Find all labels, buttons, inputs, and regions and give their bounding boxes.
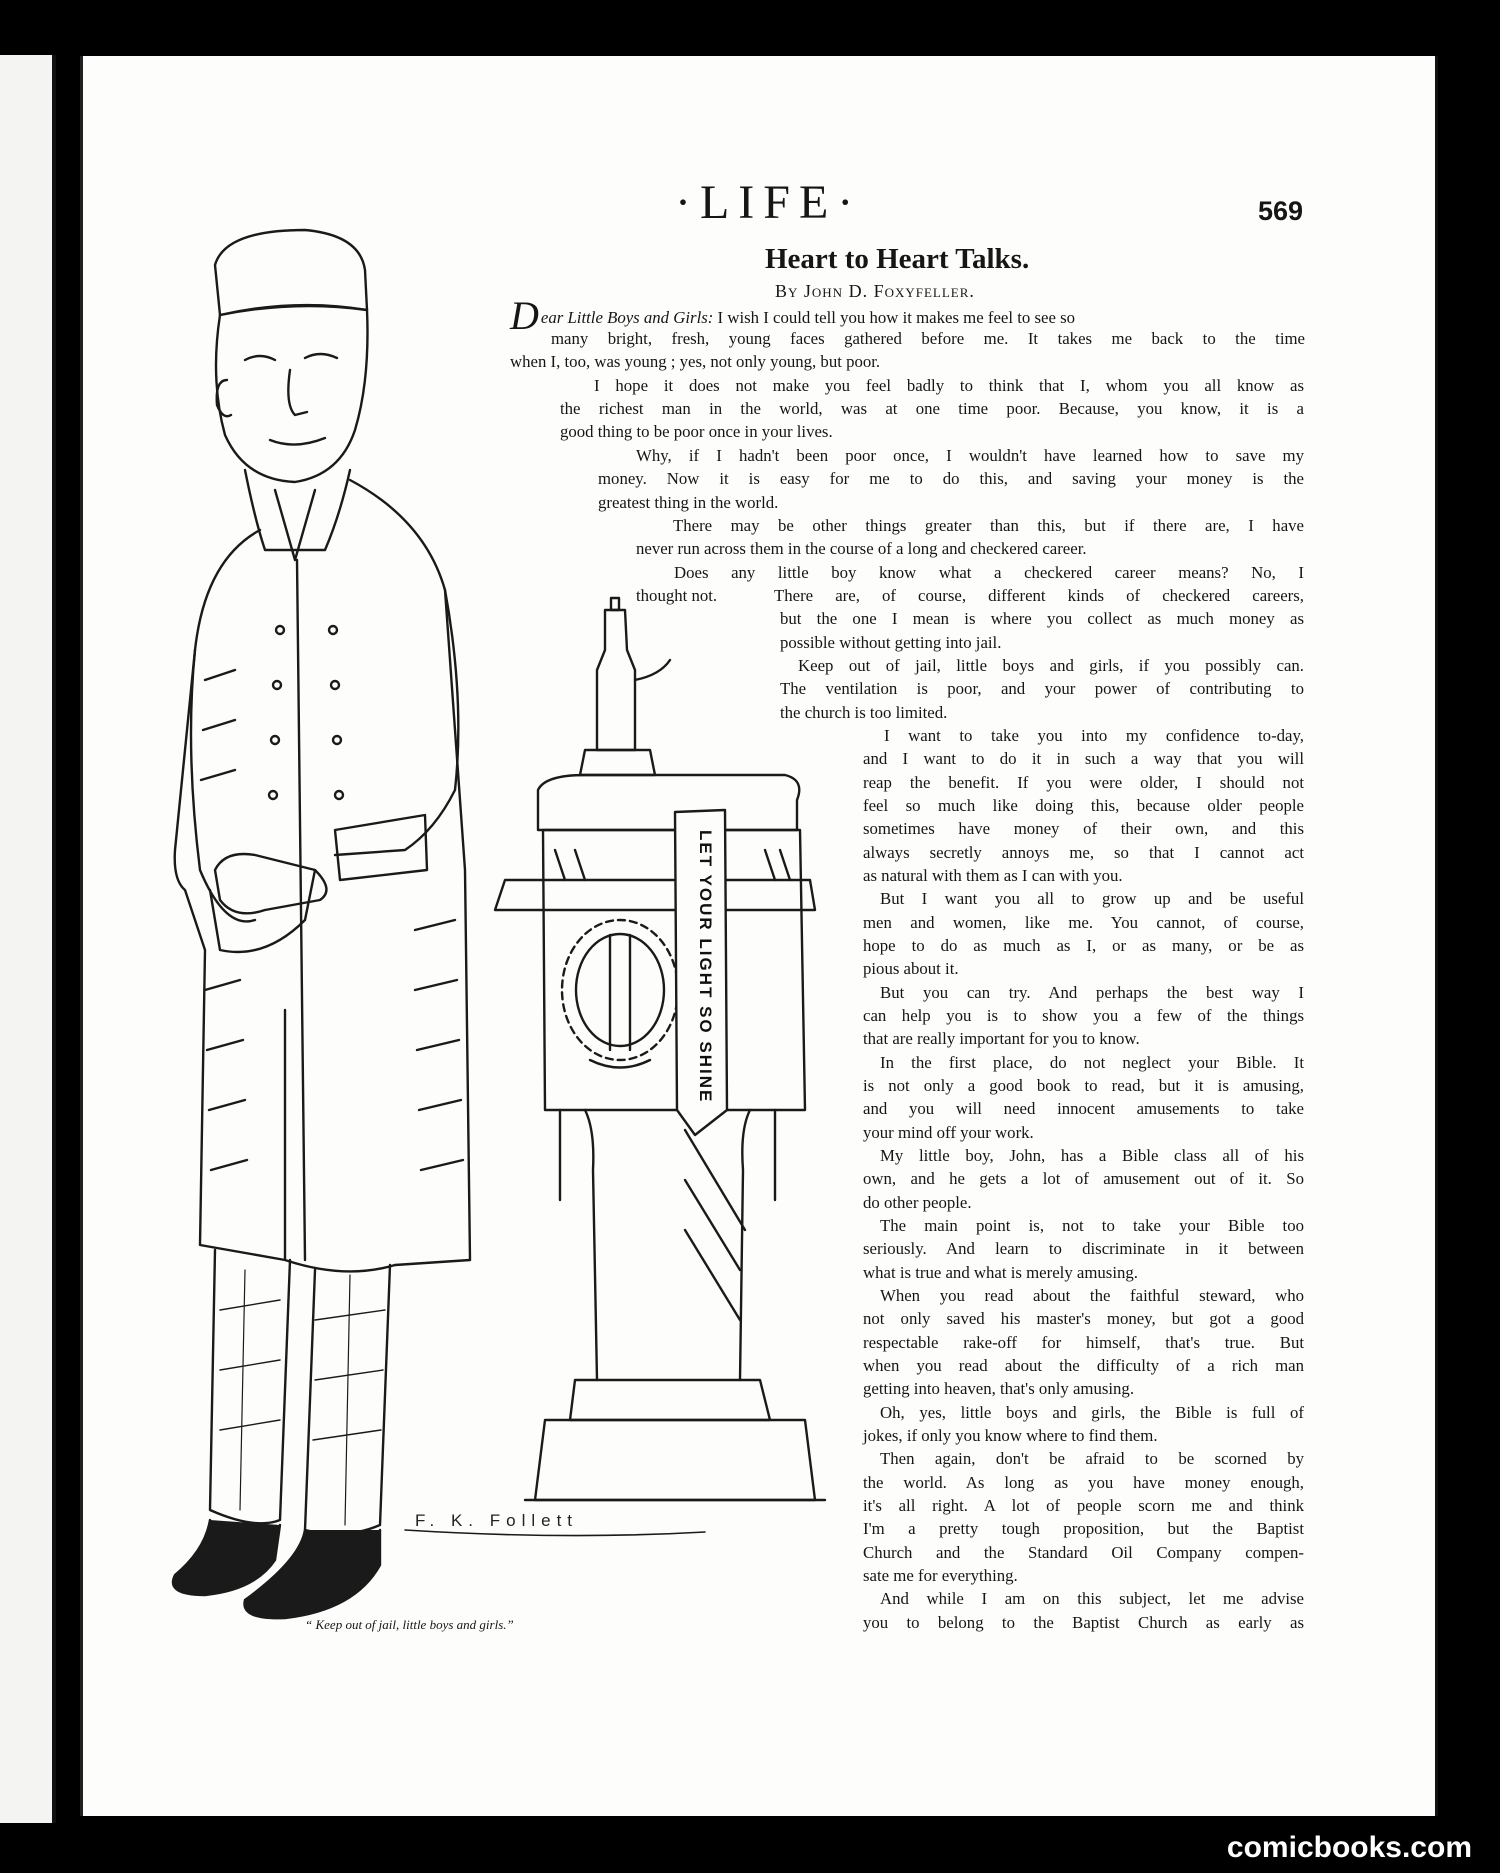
article-line: There are, of course, different kinds of checkered careers,: [774, 586, 1304, 605]
article-title: Heart to Heart Talks.: [765, 243, 1030, 275]
article-line: There may be other things greater than this, but if there are, I have: [673, 516, 1304, 535]
article-line: But I want you all to grow up and be useful: [880, 889, 1304, 908]
article-line: possible without getting into jail.: [780, 633, 1002, 652]
illustration: [165, 230, 820, 1650]
article-line: The ventilation is poor, and your power of contributing to: [780, 679, 1304, 698]
article-line: good thing to be poor once in your lives.: [560, 422, 833, 441]
article-line: as natural with them as I can with you.: [863, 866, 1123, 885]
article-line: When you read about the faithful steward, who: [880, 1286, 1304, 1305]
article-line: when I, too, was young ; yes, not only young, but poor.: [510, 352, 881, 371]
article-line-text: I wish I could tell you how it makes me feel to see so: [713, 308, 1076, 327]
article-line: thought not.: [636, 586, 718, 605]
article-line: the church is too limited.: [780, 703, 948, 722]
article-line: My little boy, John, has a Bible class all of his: [880, 1146, 1304, 1165]
article-line: is not only a good book to read, but it is amusing,: [863, 1076, 1304, 1095]
site-watermark: comicbooks.com: [1226, 1831, 1472, 1864]
article-line: The main point is, not to take your Bible too: [880, 1216, 1304, 1235]
article-line: your mind off your work.: [863, 1123, 1034, 1142]
article-line: And while I am on this subject, let me advise: [880, 1589, 1304, 1608]
figure-drawing: [173, 230, 470, 1618]
article-line: greatest thing in the world.: [598, 493, 779, 512]
article-line: reap the benefit. If you were older, I should not: [863, 773, 1304, 792]
article-line: Why, if I hadn't been poor once, I wouldn't have learned how to save my: [636, 446, 1304, 465]
article-line: sometimes have money of their own, and this: [863, 819, 1304, 838]
drop-cap: D: [510, 293, 539, 338]
article-line: Keep out of jail, little boys and girls, if you possibly can.: [798, 656, 1304, 675]
article-line: not only saved his master's money, but got a good: [863, 1309, 1304, 1328]
article-line: it's all right. A lot of people scorn me and think: [863, 1496, 1304, 1515]
article-line: hope to do as much as I, or as many, or be as: [863, 936, 1304, 955]
article-line: I hope it does not make you feel badly to think that I, whom you all know as: [594, 376, 1304, 395]
article-line: when you read about the difficulty of a rich man: [863, 1356, 1304, 1375]
article-line: I'm a pretty tough proposition, but the Baptist: [863, 1519, 1304, 1538]
article-line: you to belong to the Baptist Church as early as: [863, 1613, 1304, 1632]
artist-signature: F. K. Follett: [415, 1511, 579, 1530]
article-line: pious about it.: [863, 959, 959, 978]
article-line: and you will need innocent amusements to take: [863, 1099, 1304, 1118]
article-line: the world. As long as you have money enough,: [863, 1473, 1304, 1492]
article-line: getting into heaven, that's only amusing.: [863, 1379, 1135, 1398]
illustration-caption: “ Keep out of jail, little boys and girls.”: [305, 1617, 514, 1632]
article-line: but the one I mean is where you collect as much money as: [780, 609, 1304, 628]
article-line: never run across them in the course of a long and checkered career.: [636, 539, 1087, 558]
article-line: men and women, like me. You cannot, of course,: [863, 913, 1304, 932]
article-line: [510, 293, 1305, 338]
article-line: many bright, fresh, young faces gathered before me. It takes me back to the time: [551, 329, 1305, 348]
article-line: jokes, if only you know where to find them.: [863, 1426, 1158, 1445]
article-line: sate me for everything.: [863, 1566, 1018, 1585]
article-line: own, and he gets a lot of amusement out of it. So: [863, 1169, 1304, 1188]
masthead: ·LIFE·: [675, 176, 863, 229]
article-line: can help you is to show you a few of the things: [863, 1006, 1304, 1025]
article-line: In the first place, do not neglect your Bible. It: [880, 1053, 1304, 1072]
article-line: Church and the Standard Oil Company compen-: [863, 1543, 1304, 1562]
article-line: that are really important for you to know.: [863, 1029, 1140, 1048]
page-number: 569: [1258, 196, 1304, 226]
pedestal-drawing: [495, 598, 825, 1500]
banner-text: LET YOUR LIGHT SO SHINE: [696, 830, 715, 1104]
salutation: ear Little Boys and Girls:: [540, 308, 714, 327]
article-line: what is true and what is merely amusing.: [863, 1263, 1138, 1282]
article-line: do other people.: [863, 1193, 972, 1212]
article-line: seriously. And learn to discriminate in it between: [863, 1239, 1304, 1258]
article-line: respectable rake-off for himself, that's true. But: [863, 1333, 1304, 1352]
article-line: always secretly annoys me, so that I cannot act: [863, 843, 1304, 862]
article-line: Does any little boy know what a checkered career means? No, I: [674, 563, 1304, 582]
article-line: and I want to do it in such a way that you will: [863, 749, 1304, 768]
article-line: feel so much like doing this, because older people: [863, 796, 1304, 815]
article-line: Then again, don't be afraid to be scorned by: [880, 1449, 1304, 1468]
article-line: But you can try. And perhaps the best way I: [880, 983, 1304, 1002]
article-line: I want to take you into my confidence to-day,: [884, 726, 1304, 745]
article-line: the richest man in the world, was at one time poor. Because, you know, it is a: [560, 399, 1304, 418]
article-line: money. Now it is easy for me to do this, and saving your money is the: [598, 469, 1304, 488]
byline: By John D. Foxyfeller.: [775, 281, 975, 301]
article-line: Oh, yes, little boys and girls, the Bible is full of: [880, 1403, 1304, 1422]
adjacent-page-edge: [0, 55, 56, 1823]
